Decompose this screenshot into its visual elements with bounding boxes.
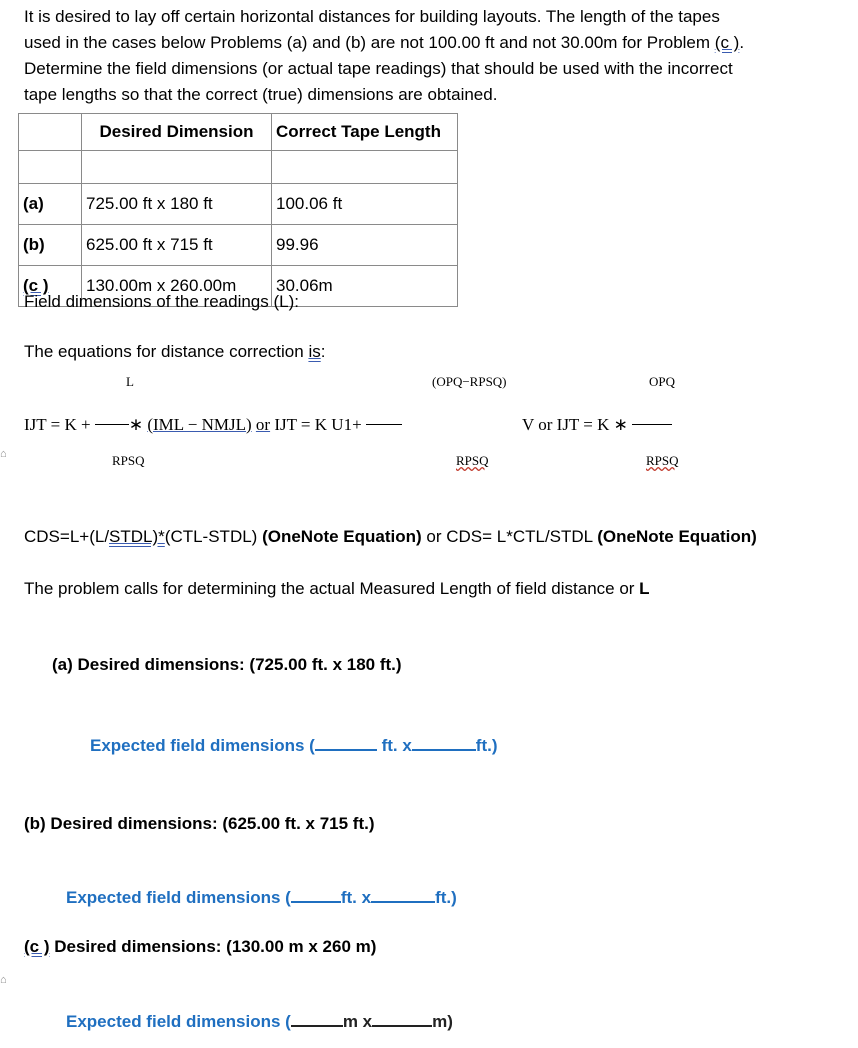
intro-line-1: It is desired to lay off certain horizontal distances for building layouts. The length of the tapes <box>24 7 720 26</box>
row-tape: 30.06m <box>272 266 458 307</box>
row-tape: 100.06 ft <box>272 184 458 225</box>
table-header-cell: Desired Dimension <box>82 114 272 151</box>
eq-main-left: IJT = K + ∗ (IML − NMJL) or IJT = K U1+ <box>24 415 402 435</box>
part-c-blank-2[interactable] <box>372 1011 432 1027</box>
table-row <box>19 184 458 225</box>
margin-anchor-icon: ⌂ <box>0 974 7 986</box>
row-label: (a) <box>19 184 82 225</box>
part-b-blank-1[interactable] <box>291 887 341 903</box>
part-b-heading: (b) Desired dimensions: (625.00 ft. x 715 ft.) <box>24 814 375 833</box>
part-c-heading: (c ) Desired dimensions: (130.00 m x 260 m) <box>24 937 377 956</box>
row-dimension: 725.00 ft x 180 ft <box>82 184 272 225</box>
eq-main-right: V or IJT = K ∗ <box>522 415 672 435</box>
row-label: (c ) <box>19 266 82 307</box>
formula-line: CDS=L+(L/STDL)*(CTL-STDL) (OneNote Equation) or CDS= L*CTL/STDL (OneNote Equation) <box>24 527 757 546</box>
part-a-expected: Expected field dimensions ( ft. x ft.) <box>90 736 498 755</box>
part-a-blank-1[interactable] <box>315 735 377 751</box>
part-c-blank-1[interactable] <box>291 1011 343 1027</box>
intro-line-4: tape lengths so that the correct (true) dimensions are obtained. <box>24 85 498 104</box>
problem-statement: The problem calls for determining the actual Measured Length of field distance or L <box>24 579 650 598</box>
part-c-expected: Expected field dimensions ( m x m) <box>66 1012 453 1031</box>
eq-top-opq: OPQ <box>649 374 676 389</box>
intro-line-3: Determine the field dimensions (or actual tape readings) that should be used with the incorrect <box>24 59 733 78</box>
table-header-cell: Correct Tape Length <box>272 114 458 151</box>
part-b-blank-2[interactable] <box>371 887 435 903</box>
eq-top-L: L <box>126 374 134 389</box>
eq-bottom-rpsq: RPSQ <box>112 453 145 468</box>
table-header-row <box>19 114 458 151</box>
part-a-blank-2[interactable] <box>412 735 476 751</box>
eq-top-fraction: (OPQ−RPSQ) <box>432 374 507 389</box>
table-spacer-row <box>19 151 458 184</box>
row-dimension: 130.00m x 260.00m <box>82 266 272 307</box>
part-a-heading: (a) Desired dimensions: (725.00 ft. x 180 ft.) <box>52 655 402 674</box>
eq-bottom-rpsq: RPSQ <box>456 453 489 468</box>
eq-bottom-rpsq: RPSQ <box>646 453 679 468</box>
row-label: (b) <box>19 225 82 266</box>
intro-line-2: used in the cases below Problems (a) and (b) are not 100.00 ft and not 30.00m for Problem (c ). <box>24 33 745 52</box>
equations-intro: The equations for distance correction is: <box>24 342 326 361</box>
margin-anchor-icon: ⌂ <box>0 448 7 460</box>
table-row <box>19 225 458 266</box>
row-dimension: 625.00 ft x 715 ft <box>82 225 272 266</box>
field-dimensions-label: Field dimensions of the readings (L): <box>24 292 299 311</box>
table-header-cell <box>19 114 82 151</box>
dimensions-table <box>18 113 458 307</box>
intro-paragraph <box>24 4 850 108</box>
part-b-expected: Expected field dimensions ( ft. x ft.) <box>66 888 457 907</box>
row-tape: 99.96 <box>272 225 458 266</box>
